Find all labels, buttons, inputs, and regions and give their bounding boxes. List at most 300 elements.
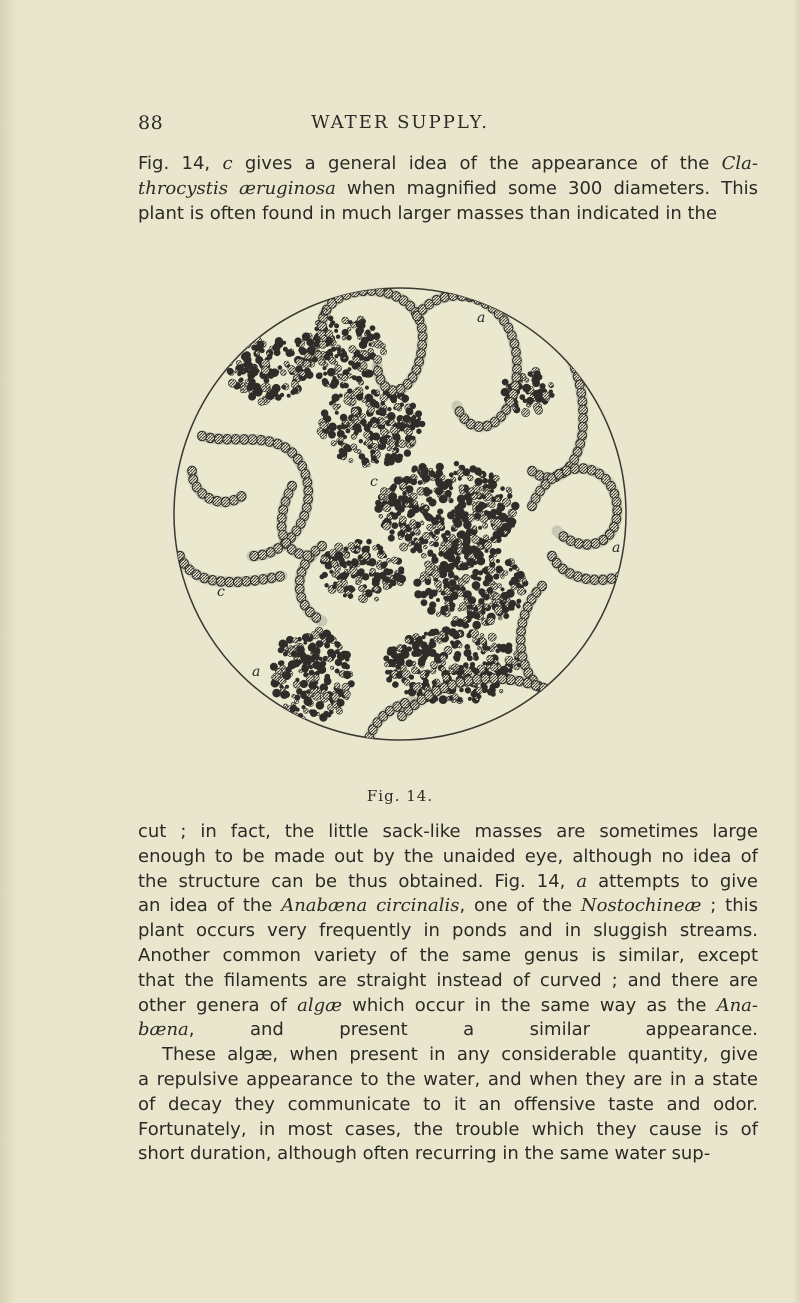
- colony-cell: [516, 572, 523, 579]
- colony-cell: [352, 408, 359, 415]
- text-line: a repulsive appearance to the water, and when they are in a state: [138, 1068, 758, 1090]
- colony-cell: [446, 531, 451, 536]
- colony-cell: [344, 691, 351, 698]
- colony-cell: [352, 363, 359, 370]
- colony-cell: [335, 354, 339, 358]
- colony-cell: [313, 661, 321, 669]
- colony-cell: [341, 349, 345, 353]
- colony-cell: [473, 638, 478, 643]
- colony-cell: [343, 671, 351, 679]
- colony-cell: [454, 585, 460, 591]
- colony-cell: [473, 569, 479, 575]
- colony-cell: [296, 343, 300, 347]
- filament-cell: [198, 431, 207, 441]
- colony-cell: [275, 337, 283, 345]
- colony-cell: [309, 710, 314, 715]
- colony-cell: [380, 349, 386, 355]
- colony-cell: [320, 714, 328, 722]
- colony-cell: [375, 505, 383, 513]
- colony-cell: [419, 421, 425, 427]
- colony-cell: [390, 530, 395, 535]
- colony-cell: [346, 429, 350, 433]
- colony-cell: [302, 665, 309, 672]
- colony-cell: [457, 504, 464, 511]
- colony-cell: [282, 385, 286, 389]
- colony-cell: [348, 594, 353, 599]
- colony-cell: [344, 444, 351, 451]
- colony-cell: [235, 370, 238, 373]
- paragraph-bottom: [138, 820, 758, 1167]
- colony-cell: [272, 384, 280, 392]
- colony-cell: [488, 688, 495, 695]
- colony-cell: [303, 360, 310, 367]
- colony-cell: [342, 317, 349, 324]
- colony-cell: [462, 574, 470, 582]
- filament-cell: [515, 676, 524, 686]
- colony-cell: [477, 646, 481, 650]
- colony-cell: [436, 612, 440, 616]
- colony-cell: [412, 505, 420, 513]
- colony-cell: [337, 581, 342, 586]
- colony-cell: [483, 662, 487, 666]
- colony-cell: [399, 516, 406, 523]
- filament-cell: [234, 577, 243, 587]
- colony-cell: [393, 450, 397, 454]
- colony-cell: [365, 330, 370, 335]
- colony-cell: [379, 419, 385, 425]
- filament-cell: [223, 435, 232, 445]
- colony-cell: [430, 661, 437, 668]
- colony-cell: [493, 593, 500, 600]
- colony-cell: [295, 695, 300, 700]
- colony-cell: [465, 687, 471, 693]
- colony-cell: [490, 489, 494, 493]
- colony-cell: [411, 667, 418, 674]
- colony-cell: [359, 439, 363, 443]
- page-gutter-shadow: [0, 0, 18, 1303]
- colony-cell: [438, 634, 443, 639]
- colony-cell: [394, 455, 402, 463]
- colony-cell: [479, 598, 485, 604]
- text-line: short duration, although often recurring in the same water sup-: [138, 1143, 711, 1165]
- colony-cell: [358, 555, 362, 559]
- colony-cell: [372, 579, 379, 586]
- colony-cell: [334, 683, 340, 689]
- colony-cell: [296, 359, 302, 365]
- colony-cell: [278, 366, 282, 370]
- colony-cell: [391, 557, 398, 564]
- colony-cell: [327, 368, 335, 376]
- figure-label-a: a: [477, 310, 486, 326]
- colony-cell: [296, 688, 302, 694]
- colony-cell: [391, 580, 397, 586]
- colony-cell: [508, 603, 514, 609]
- colony-cell: [321, 336, 327, 342]
- colony-cell: [330, 382, 337, 389]
- colony-cell: [432, 557, 439, 564]
- filament-cell: [303, 551, 312, 561]
- colony-cell: [424, 632, 427, 635]
- colony-cell: [421, 600, 427, 606]
- filament-cell: [432, 295, 441, 305]
- colony-cell: [492, 600, 496, 604]
- colony-cell: [418, 481, 422, 485]
- colony-cell: [444, 479, 452, 487]
- colony-cell: [403, 415, 410, 422]
- filament-cell: [363, 766, 372, 771]
- filament-cell: [401, 699, 410, 709]
- italic-term: c: [222, 153, 233, 174]
- colony-cell: [335, 411, 338, 414]
- colony-cell: [410, 520, 416, 526]
- filament-cell: [608, 664, 617, 674]
- colony-cell: [292, 660, 300, 668]
- colony-cell: [412, 651, 418, 657]
- figure-label-a: a: [252, 664, 261, 680]
- filament-cell: [523, 678, 532, 688]
- colony-cell: [425, 579, 431, 585]
- colony-cell: [300, 680, 308, 688]
- colony-cell: [329, 401, 333, 405]
- colony-cell: [397, 646, 403, 652]
- colony-cell: [269, 393, 273, 397]
- filament-cell: [567, 356, 576, 366]
- colony-cell: [315, 351, 322, 358]
- colony-cell: [398, 423, 405, 430]
- colony-cell: [385, 662, 390, 667]
- colony-cell: [398, 535, 402, 539]
- colony-cell: [283, 347, 287, 351]
- colony-cell: [306, 690, 310, 694]
- filament-cell: [589, 691, 598, 701]
- colony-cell: [483, 535, 488, 540]
- colony-cell: [549, 382, 554, 387]
- colony-cell: [330, 559, 333, 562]
- colony-cell: [375, 404, 379, 408]
- colony-cell: [436, 479, 444, 487]
- colony-cell: [489, 557, 494, 562]
- colony-cell: [356, 580, 360, 584]
- colony-cell: [470, 630, 478, 638]
- text-line: Another common variety of the same genus is similar, except: [138, 944, 758, 966]
- colony-cell: [394, 403, 400, 409]
- filament-cell: [573, 696, 582, 706]
- colony-cell: [501, 588, 504, 591]
- colony-cell: [350, 567, 358, 575]
- filament-cell: [516, 302, 525, 312]
- filament-cell: [248, 435, 257, 445]
- paragraph-top: [138, 152, 758, 226]
- colony-cell: [443, 579, 448, 584]
- filament-cell: [531, 681, 540, 691]
- figure-label-a: a: [612, 540, 621, 556]
- colony-cell: [324, 678, 331, 685]
- colony-cell: [522, 578, 526, 582]
- colony-cell: [401, 525, 406, 530]
- colony-cell: [337, 586, 344, 593]
- colony-cell: [460, 688, 464, 692]
- colony-cell: [414, 528, 420, 534]
- colony-cell: [344, 397, 352, 405]
- colony-cell: [499, 689, 503, 693]
- colony-cell: [332, 573, 336, 577]
- colony-cell: [398, 567, 404, 573]
- colony-cell: [321, 684, 326, 689]
- colony-cell: [346, 561, 351, 566]
- colony-cell: [421, 467, 429, 475]
- colony-cell: [507, 598, 511, 602]
- colony-cell: [327, 656, 333, 662]
- filament-cell: [543, 321, 552, 331]
- filament-cell: [396, 384, 405, 394]
- colony-cell: [279, 661, 284, 666]
- filament-cell: [312, 613, 321, 623]
- colony-cell: [329, 324, 333, 328]
- colony-cell: [412, 466, 418, 472]
- colony-cell: [453, 632, 460, 639]
- colony-cell: [500, 600, 503, 603]
- colony-cell: [450, 499, 453, 502]
- page-edge-shadow: [792, 0, 800, 1303]
- colony-cell: [415, 591, 423, 599]
- filament-cell: [583, 540, 592, 550]
- colony-cell: [473, 526, 477, 530]
- colony-cell: [340, 414, 347, 421]
- text-line: bæna, and present a similar appearance.: [138, 1019, 758, 1041]
- colony-cell: [233, 353, 237, 357]
- filament-cell: [473, 675, 482, 685]
- colony-cell: [472, 581, 480, 589]
- colony-cell: [227, 368, 233, 374]
- colony-cell: [335, 566, 341, 572]
- colony-cell: [253, 390, 257, 394]
- text-line: the structure can be thus obtained. Fig. 14, a attempts to give: [138, 870, 758, 892]
- colony-cell: [493, 475, 499, 481]
- filament-cell: [555, 334, 564, 344]
- text-line: enough to be made out by the unaided eye, although no idea of: [138, 845, 758, 867]
- colony-cell: [398, 496, 402, 500]
- colony-cell: [505, 559, 511, 565]
- colony-cell: [356, 394, 362, 400]
- colony-cell: [381, 401, 385, 405]
- colony-cell: [478, 526, 481, 529]
- colony-cell: [463, 663, 468, 668]
- text-line: Fortunately, in most cases, the trouble which they cause is of: [138, 1118, 758, 1140]
- colony-cell: [366, 370, 373, 377]
- colony-cell: [388, 407, 392, 411]
- colony-cell: [240, 389, 244, 393]
- colony-cell: [351, 559, 358, 566]
- colony-cell: [266, 399, 270, 403]
- colony-cell: [334, 361, 338, 365]
- colony-cell: [345, 573, 349, 577]
- colony-cell: [458, 541, 462, 545]
- colony-cell: [441, 533, 446, 538]
- colony-cell: [429, 532, 433, 536]
- text-line: an idea of the Anabæna circinalis, one of the Nostochineæ ; this: [138, 895, 758, 917]
- colony-cell: [483, 594, 489, 600]
- italic-term: a: [576, 870, 588, 892]
- filament-cell: [374, 367, 383, 377]
- filament-cell: [362, 749, 371, 759]
- colony-cell: [453, 667, 457, 671]
- colony-cell: [428, 497, 432, 501]
- colony-cell: [370, 568, 376, 574]
- colony-cell: [349, 459, 353, 463]
- colony-cell: [462, 516, 469, 523]
- colony-cell: [447, 554, 455, 562]
- colony-cell: [405, 534, 412, 541]
- colony-cell: [477, 552, 484, 559]
- filament-cell: [528, 466, 537, 476]
- colony-cell: [427, 607, 435, 615]
- colony-cell: [454, 471, 458, 475]
- colony-cell: [336, 708, 342, 714]
- colony-cell: [316, 701, 324, 709]
- colony-cell: [501, 575, 505, 579]
- colony-cell: [523, 399, 527, 403]
- colony-cell: [291, 381, 298, 388]
- colony-cell: [496, 566, 503, 573]
- colony-cell: [340, 560, 346, 566]
- colony-cell: [370, 450, 375, 455]
- colony-cell: [337, 425, 342, 430]
- colony-cell: [435, 487, 443, 495]
- colony-cell: [267, 355, 272, 360]
- colony-cell: [484, 542, 492, 550]
- colony-cell: [367, 539, 372, 544]
- colony-cell: [497, 644, 501, 648]
- colony-cell: [278, 677, 285, 684]
- colony-cell: [420, 576, 426, 582]
- colony-cell: [473, 561, 477, 565]
- colony-cell: [468, 475, 474, 481]
- colony-cell: [328, 653, 332, 657]
- filament-cell: [481, 674, 490, 684]
- italic-term: Cla-: [721, 153, 758, 174]
- colony-cell: [534, 371, 540, 377]
- colony-cell: [395, 504, 402, 511]
- colony-cell: [234, 385, 238, 389]
- colony-cell: [404, 679, 410, 685]
- colony-cell: [443, 606, 448, 611]
- colony-cell: [509, 568, 512, 571]
- colony-cell: [395, 657, 401, 663]
- colony-cell: [445, 490, 452, 497]
- colony-cell: [525, 378, 529, 382]
- colony-cell: [288, 365, 295, 372]
- colony-cell: [307, 339, 314, 346]
- colony-cell: [319, 657, 323, 661]
- filament-cell: [549, 327, 558, 337]
- colony-cell: [336, 335, 340, 339]
- filament-cell: [579, 464, 588, 474]
- colony-cell: [324, 354, 330, 360]
- colony-cell: [325, 330, 332, 337]
- italic-term: algæ: [297, 994, 343, 1016]
- colony-cell: [491, 548, 495, 552]
- colony-cell: [507, 494, 512, 499]
- colony-cell: [434, 536, 438, 540]
- colony-cell: [497, 669, 502, 674]
- colony-cell: [461, 586, 466, 591]
- colony-cell: [264, 378, 269, 383]
- colony-cell: [475, 478, 483, 486]
- colony-cell: [421, 647, 429, 655]
- filament-cell: [607, 574, 616, 584]
- colony-cell: [517, 587, 525, 595]
- filament-cell: [571, 464, 580, 474]
- filament-cell: [475, 291, 484, 301]
- colony-cell: [309, 350, 315, 356]
- colony-cell: [502, 379, 508, 385]
- colony-cell: [472, 536, 480, 544]
- colony-cell: [429, 471, 435, 477]
- colony-cell: [411, 479, 417, 485]
- colony-cell: [550, 393, 555, 398]
- colony-cell: [304, 672, 309, 677]
- page-header: [0, 112, 800, 142]
- colony-cell: [349, 320, 353, 324]
- colony-cell: [441, 591, 445, 595]
- colony-cell: [379, 514, 383, 518]
- filament-cell: [590, 575, 599, 585]
- colony-cell: [342, 375, 348, 381]
- colony-cell: [361, 319, 366, 324]
- filament-cell: [225, 577, 234, 587]
- colony-cell: [370, 326, 375, 331]
- colony-cell: [428, 552, 432, 556]
- text-line: of decay they communicate to it an offensive taste and odor.: [138, 1093, 758, 1115]
- colony-cell: [448, 572, 454, 578]
- colony-cell: [474, 468, 481, 475]
- filament-cell: [571, 364, 580, 374]
- filament-cell: [537, 316, 546, 326]
- colony-cell: [454, 575, 459, 580]
- colony-cell: [379, 494, 384, 499]
- colony-cell: [260, 348, 265, 353]
- colony-cell: [342, 426, 346, 430]
- colony-cell: [449, 473, 453, 477]
- colony-cell: [302, 705, 306, 709]
- colony-cell: [449, 669, 454, 674]
- filament-cell: [508, 299, 517, 309]
- colony-cell: [523, 384, 531, 392]
- filament-cell: [363, 741, 372, 751]
- filament-cell: [440, 293, 449, 303]
- colony-cell: [248, 393, 255, 400]
- filament-cell: [456, 678, 465, 688]
- colony-cell: [390, 427, 398, 435]
- filament-cell: [208, 576, 217, 586]
- colony-cell: [430, 668, 436, 674]
- filament-cell: [595, 686, 604, 696]
- colony-cell: [412, 436, 416, 440]
- colony-cell: [430, 629, 437, 636]
- colony-cell: [418, 657, 425, 664]
- colony-cell: [466, 497, 472, 503]
- colony-cell: [380, 428, 388, 436]
- colony-cell: [319, 642, 324, 647]
- colony-cell: [422, 475, 430, 483]
- colony-cell: [296, 678, 300, 682]
- colony-cell: [477, 694, 481, 698]
- filament-cell: [250, 551, 259, 561]
- filament-cell: [556, 695, 565, 705]
- colony-cell: [331, 441, 336, 446]
- colony-cell: [495, 497, 500, 502]
- colony-cell: [361, 419, 367, 425]
